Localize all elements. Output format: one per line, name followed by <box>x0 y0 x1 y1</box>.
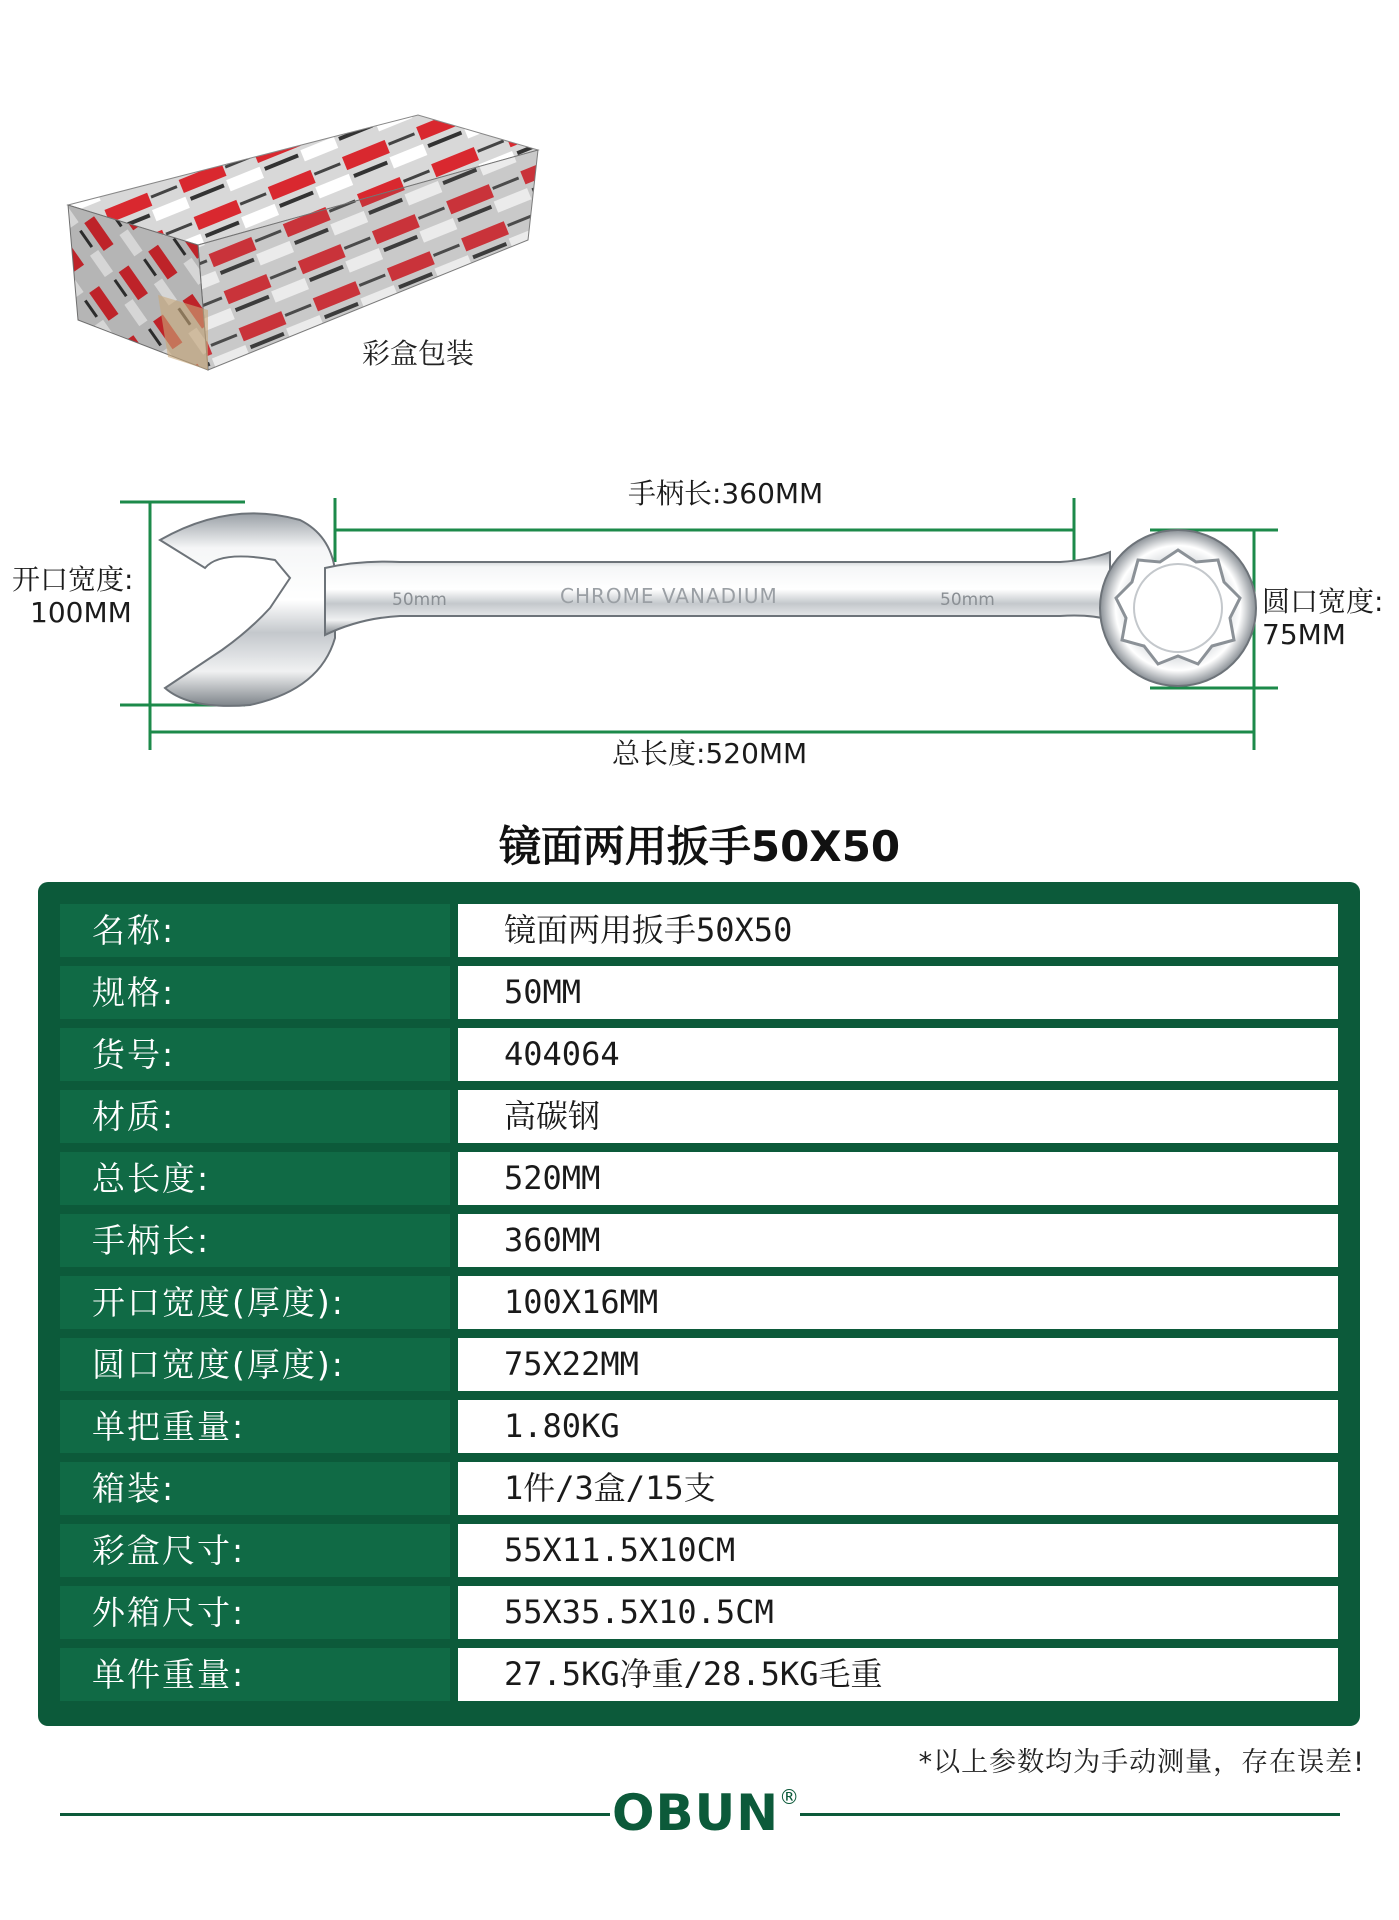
spec-label: 箱装: <box>60 1462 450 1515</box>
spec-label: 总长度: <box>60 1152 450 1205</box>
spec-label: 单把重量: <box>60 1400 450 1453</box>
spec-value: 360MM <box>458 1214 1338 1267</box>
spec-row-handle-length <box>60 1214 1338 1267</box>
spec-value: 高碳钢 <box>458 1090 1338 1143</box>
wrench-illustration <box>160 513 1256 706</box>
spec-value: 55X11.5X10CM <box>458 1524 1338 1577</box>
spec-value: 50MM <box>458 966 1338 1019</box>
handle-length-label: 手柄长:360MM <box>628 477 824 510</box>
spec-value: 100X16MM <box>458 1276 1338 1329</box>
spec-row-size <box>60 966 1338 1019</box>
engraving-left: 50mm <box>392 590 447 610</box>
spec-row-open-width <box>60 1276 1338 1329</box>
spec-label: 圆口宽度(厚度): <box>60 1338 450 1391</box>
spec-label: 手柄长: <box>60 1214 450 1267</box>
spec-row-carton-packing <box>60 1462 1338 1515</box>
ring-width-value: 75MM <box>1262 618 1346 651</box>
spec-value: 1件/3盒/15支 <box>458 1462 1338 1515</box>
spec-label: 名称: <box>60 904 450 957</box>
spec-row-box-size <box>60 1524 1338 1577</box>
spec-value: 75X22MM <box>458 1338 1338 1391</box>
registered-mark: ® <box>779 1785 801 1809</box>
spec-value: 404064 <box>458 1028 1338 1081</box>
footer-divider-right <box>800 1813 1340 1816</box>
spec-value: 520MM <box>458 1152 1338 1205</box>
open-width-label: 开口宽度: <box>12 563 134 596</box>
spec-row-material <box>60 1090 1338 1143</box>
spec-table-panel <box>38 882 1360 1726</box>
spec-table <box>60 904 1338 1701</box>
spec-label: 外箱尺寸: <box>60 1586 450 1639</box>
spec-row-unit-weight <box>60 1400 1338 1453</box>
spec-row-ring-width <box>60 1338 1338 1391</box>
spec-value: 镜面两用扳手50X50 <box>458 904 1338 957</box>
open-width-value: 100MM <box>30 596 132 629</box>
spec-label: 开口宽度(厚度): <box>60 1276 450 1329</box>
spec-label: 材质: <box>60 1090 450 1143</box>
gift-box-image <box>58 95 558 425</box>
gift-box-caption: 彩盒包装 <box>362 337 475 370</box>
spec-row-name <box>60 904 1338 957</box>
total-length-label: 总长度:520MM <box>612 737 808 770</box>
spec-label: 彩盒尺寸: <box>60 1524 450 1577</box>
spec-value: 55X35.5X10.5CM <box>458 1586 1338 1639</box>
brand-name: OBUN <box>612 1784 780 1842</box>
brand-logo <box>612 1784 801 1842</box>
spec-row-piece-weight <box>60 1648 1338 1701</box>
spec-label: 货号: <box>60 1028 450 1081</box>
spec-value: 27.5KG净重/28.5KG毛重 <box>458 1648 1338 1701</box>
measurement-footnote: *以上参数均为手动测量，存在误差! <box>918 1747 1365 1778</box>
spec-value: 1.80KG <box>458 1400 1338 1453</box>
spec-row-total-length <box>60 1152 1338 1205</box>
spec-label: 规格: <box>60 966 450 1019</box>
spec-label: 单件重量: <box>60 1648 450 1701</box>
ring-width-label: 圆口宽度: <box>1262 585 1384 618</box>
spec-row-item-number <box>60 1028 1338 1081</box>
footer-divider-left <box>60 1813 610 1816</box>
spec-row-carton-size <box>60 1586 1338 1639</box>
engraving-center: CHROME VANADIUM <box>560 584 778 608</box>
product-title: 镜面两用扳手50X50 <box>498 822 901 871</box>
engraving-right: 50mm <box>940 590 995 610</box>
